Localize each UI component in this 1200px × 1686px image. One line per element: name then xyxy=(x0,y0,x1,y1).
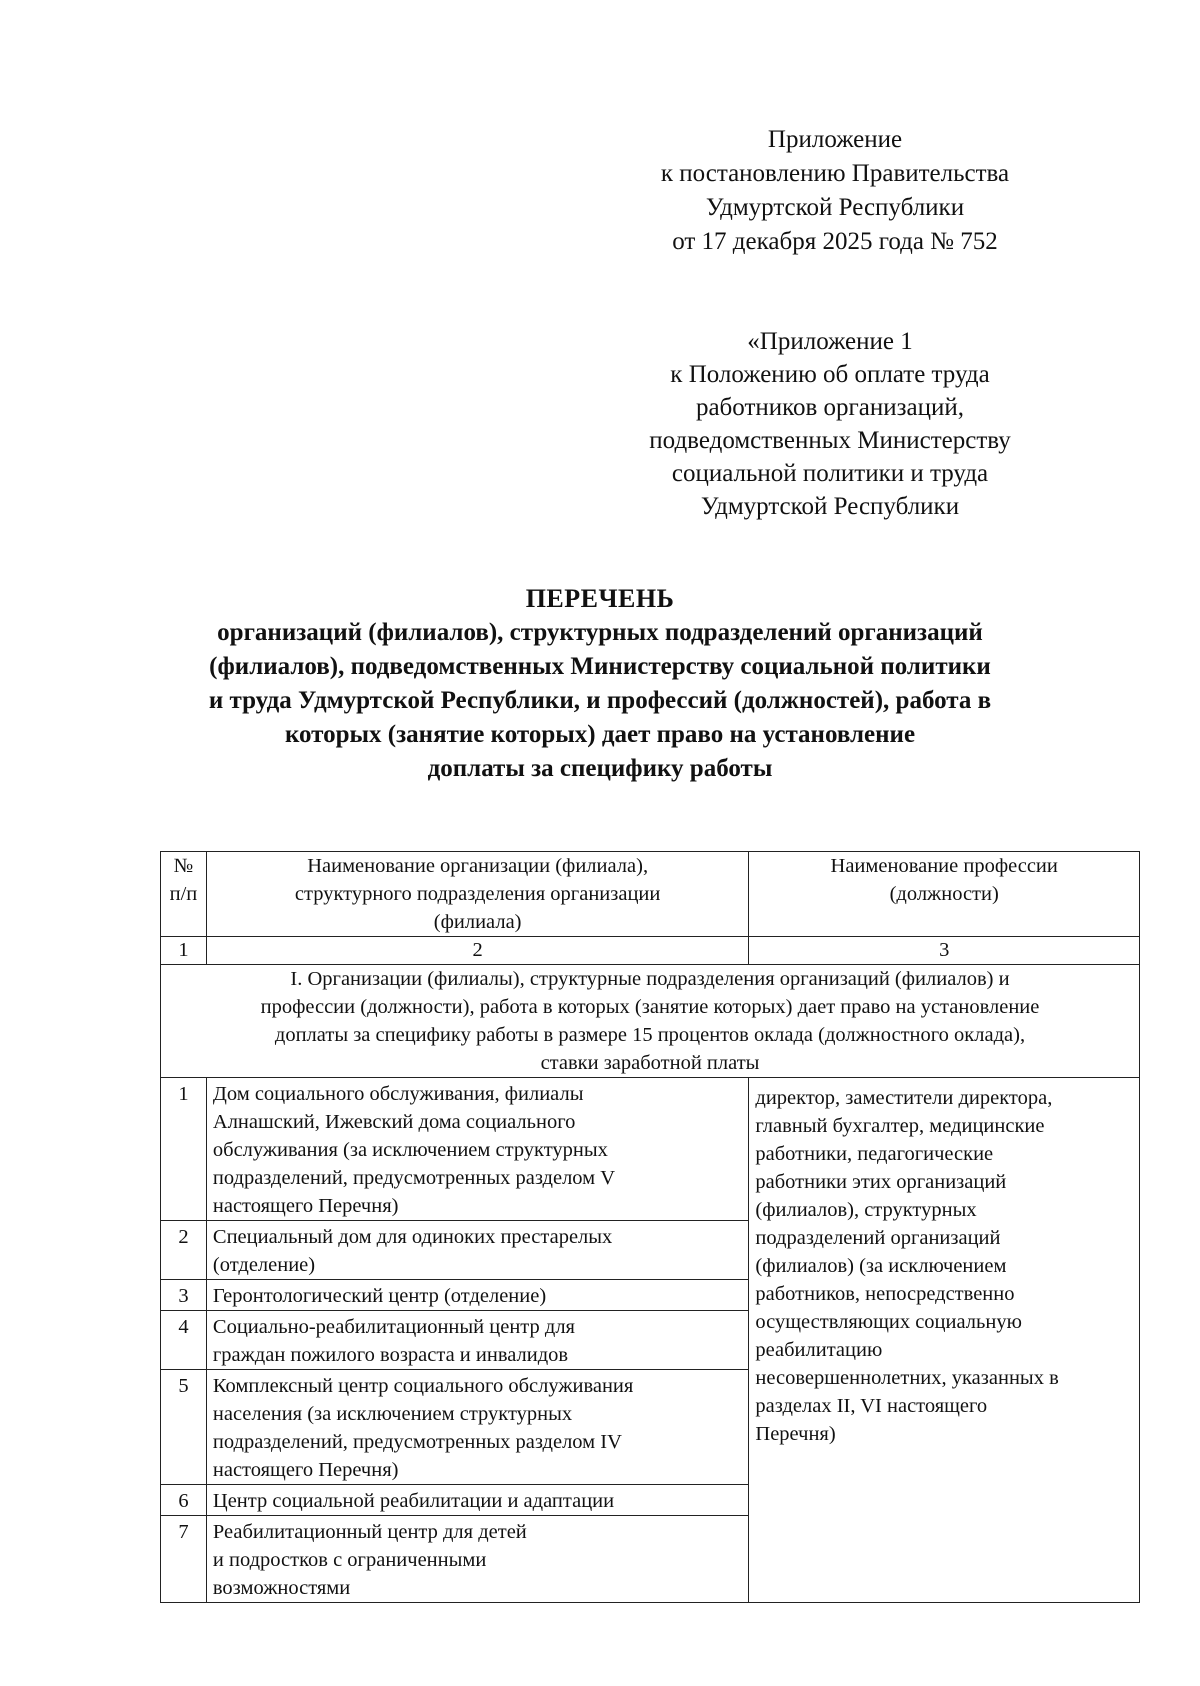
profession-line: разделах II, VI настоящего xyxy=(755,1395,988,1417)
organization-name xyxy=(206,1516,749,1603)
title-line: (филиалов), подведомственных Министерству социальной политики xyxy=(209,653,991,680)
section-heading-line: доплаты за специфику работы в размере 15 процентов оклада (должностного оклада), xyxy=(274,1024,1026,1046)
organization-name xyxy=(206,1370,749,1485)
section-heading-row xyxy=(161,965,1140,1078)
organization-name xyxy=(206,1078,749,1221)
sub-appendix-line: социальной политики и труда xyxy=(671,460,989,487)
organization-name xyxy=(206,1311,749,1370)
header-text: (филиала) xyxy=(433,911,522,933)
organization-line: возможностями xyxy=(212,1577,351,1599)
profession-line: подразделений организаций xyxy=(755,1227,1001,1249)
organization-line: Центр социальной реабилитации и адаптации xyxy=(212,1490,615,1512)
title-line: организаций (филиалов), структурных подразделений организаций xyxy=(217,619,983,646)
header-text: (должности) xyxy=(889,883,999,905)
header-text: п/п xyxy=(169,883,198,905)
organization-line: настоящего Перечня) xyxy=(212,1459,399,1481)
sub-appendix-line: к Положению об оплате труда xyxy=(670,361,990,388)
organization-line: Геронтологический центр (отделение) xyxy=(212,1285,547,1307)
organization-line: и подростков с ограниченными xyxy=(212,1549,487,1571)
header-organization-cell xyxy=(206,852,749,937)
organization-line: граждан пожилого возраста и инвалидов xyxy=(212,1344,569,1366)
header-text: Наименование организации (филиала), xyxy=(307,855,649,877)
appendix-line: к постановлению Правительства xyxy=(660,160,1010,187)
row-number: 7 xyxy=(161,1516,207,1603)
header-text: Наименование профессии xyxy=(830,855,1058,877)
sub-appendix-line: подведомственных Министерству xyxy=(649,427,1011,454)
header-number-cell xyxy=(161,852,207,937)
title-line: и труда Удмуртской Республики, и профессий (должностей), работа в xyxy=(208,687,992,714)
organization-line: настоящего Перечня) xyxy=(212,1195,399,1217)
section-heading-line: профессии (должности), работа в которых (занятие которых) дает право на установление xyxy=(260,996,1040,1018)
appendix-reference xyxy=(555,123,1115,259)
profession-cell xyxy=(749,1078,1140,1603)
organization-name xyxy=(206,1485,749,1516)
header-profession-cell xyxy=(749,852,1140,937)
table-row xyxy=(161,1078,1140,1221)
profession-line: работники этих организаций xyxy=(755,1171,1007,1193)
profession-line: реабилитацию xyxy=(755,1339,883,1361)
profession-line: главный бухгалтер, медицинские xyxy=(755,1115,1045,1137)
column-number: 3 xyxy=(749,937,1140,965)
organization-line: Реабилитационный центр для детей xyxy=(212,1521,527,1543)
sub-appendix-line: Удмуртской Республики xyxy=(700,493,960,520)
title-main: ПЕРЕЧЕНЬ xyxy=(525,584,675,613)
profession-line: Перечня) xyxy=(755,1423,836,1445)
column-number-row xyxy=(161,937,1140,965)
organization-name xyxy=(206,1280,749,1311)
sub-appendix-reference xyxy=(540,325,1120,523)
title-line: которых (занятие которых) дает право на установление xyxy=(284,721,916,748)
row-number: 4 xyxy=(161,1311,207,1370)
column-number: 1 xyxy=(161,937,207,965)
header-text: № xyxy=(173,855,194,877)
profession-line: работники, педагогические xyxy=(755,1143,994,1165)
organization-line: обслуживания (за исключением структурных xyxy=(212,1139,608,1161)
organization-name xyxy=(206,1221,749,1280)
profession-line: (филиалов) (за исключением xyxy=(755,1255,1007,1277)
profession-line: (филиалов), структурных xyxy=(755,1199,977,1221)
organization-line: Социально-реабилитационный центр для xyxy=(212,1316,575,1338)
profession-line: осуществляющих социальную xyxy=(755,1311,1022,1333)
organization-line: подразделений, предусмотренных разделом IV xyxy=(212,1431,622,1453)
positions-table xyxy=(160,851,1140,1603)
appendix-line: Удмуртской Республики xyxy=(705,194,965,221)
organization-line: Алнашский, Ижевский дома социального xyxy=(212,1111,576,1133)
appendix-line: от 17 декабря 2025 года № 752 xyxy=(672,228,998,255)
row-number: 5 xyxy=(161,1370,207,1485)
header-text: структурного подразделения организации xyxy=(294,883,661,905)
organization-line: Дом социального обслуживания, филиалы xyxy=(212,1083,584,1105)
organization-line: населения (за исключением структурных xyxy=(212,1403,573,1425)
section-heading xyxy=(161,965,1140,1078)
title-line: доплаты за специфику работы xyxy=(427,755,773,782)
organization-line: Специальный дом для одиноких престарелых xyxy=(212,1226,613,1248)
organization-line: Комплексный центр социального обслуживания xyxy=(212,1375,634,1397)
profession-line: директор, заместители директора, xyxy=(755,1087,1053,1109)
document-title xyxy=(100,582,1100,786)
row-number: 6 xyxy=(161,1485,207,1516)
appendix-line: Приложение xyxy=(767,126,903,153)
section-heading-line: I. Организации (филиалы), структурные подразделения организаций (филиалов) и xyxy=(290,968,1010,990)
organization-line: (отделение) xyxy=(212,1254,316,1276)
table-header-row xyxy=(161,852,1140,937)
profession-line: работников, непосредственно xyxy=(755,1283,1015,1305)
row-number: 1 xyxy=(161,1078,207,1221)
row-number: 2 xyxy=(161,1221,207,1280)
profession-line: несовершеннолетних, указанных в xyxy=(755,1367,1059,1389)
sub-appendix-line: «Приложение 1 xyxy=(747,328,913,355)
organization-line: подразделений, предусмотренных разделом V xyxy=(212,1167,616,1189)
column-number: 2 xyxy=(206,937,749,965)
section-heading-line: ставки заработной платы xyxy=(540,1052,760,1074)
sub-appendix-line: работников организаций, xyxy=(695,394,965,421)
row-number: 3 xyxy=(161,1280,207,1311)
